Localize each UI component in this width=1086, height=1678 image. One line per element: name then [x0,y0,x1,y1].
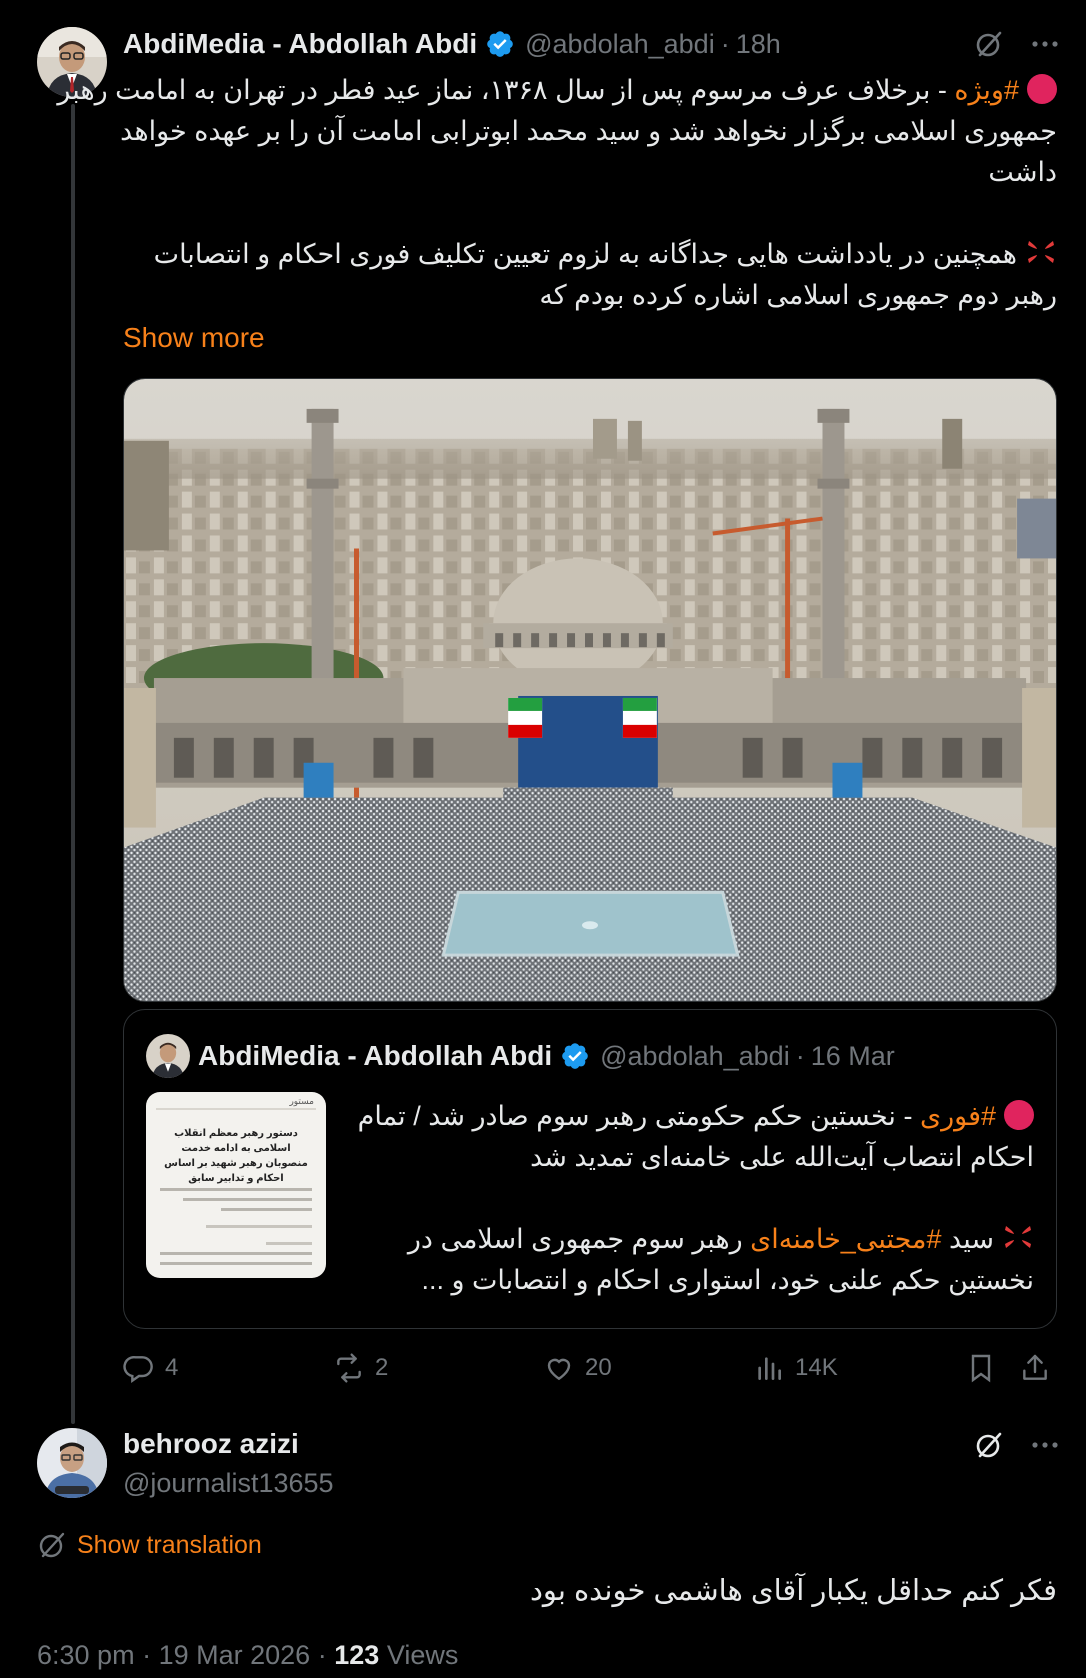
translate-icon [37,1530,67,1560]
verified-badge-icon [485,29,515,59]
post-line-5: رهبر دوم جمهوری اسلامی اشاره کرده بودم که [539,280,1057,310]
anger-symbol-icon [1002,1222,1034,1252]
author-name[interactable]: AbdiMedia - Abdollah Abdi [123,28,478,59]
reply-count: 4 [165,1354,179,1381]
quote-line-4: نخستین حکم علنی خود، استواری احکام و انتصابات و ... [421,1265,1034,1295]
separator-dot: · [142,1640,152,1670]
post-time[interactable]: 18h [735,28,781,59]
reply-author-handle[interactable]: @journalist13655 [123,1467,334,1498]
anger-symbol-icon [1025,237,1057,267]
reply-button[interactable] [123,1352,178,1384]
show-translation-label: Show translation [77,1530,262,1559]
reply-body [37,1569,1057,1613]
quote-time[interactable]: 16 Mar [810,1040,895,1071]
separator-dot: · [720,28,730,59]
post-blank-line [123,193,1057,234]
post-line-4: همچنین در یادداشت هایی جداگانه به لزوم تعیین تکلیف فوری احکام و انتصابات [123,234,1057,275]
footer-views-count: 123 [334,1640,380,1670]
red-circle-icon [1004,1100,1034,1130]
views-button[interactable] [753,1352,838,1384]
like-button[interactable] [543,1352,612,1384]
verified-badge-icon [560,1041,590,1071]
reply-author-avatar[interactable] [37,1428,107,1498]
post-header [123,26,781,62]
reply-icon [123,1352,155,1384]
separator-dot: · [317,1640,327,1670]
quote-line-3: سید #مجتبی_خامنه‌ای رهبر سوم جمهوری اسلامی در [344,1219,1034,1260]
thumb-title: دستور رهبر معظم انقلاب اسلامی به ادامه خدمت منصوبان رهبر شهید بر اساس احکام و تدابیر سابق [164,1128,308,1184]
grok-icon[interactable] [972,1428,1006,1462]
separator-dot: · [795,1040,805,1071]
quote-blank-line [344,1178,1034,1219]
post-line-2: جمهوری اسلامی برگزار نخواهد شد و سید محمد ابوترابی امامت آن را بر عهده خواهد [120,116,1057,146]
quote-author-handle[interactable]: @abdolah_abdi [600,1040,790,1071]
post-line-3: داشت [988,157,1057,187]
share-button[interactable] [1019,1352,1051,1384]
hashtag-link[interactable]: #ویژه [954,75,1019,105]
views-count: 14K [795,1354,838,1381]
post-line-1: #ویژه - برخلاف عرف مرسوم پس از سال ۱۳۶۸، نماز عید فطر در تهران به امامت رهبر [123,70,1057,111]
bookmark-icon [965,1352,997,1384]
thread-connector-line [71,104,75,1424]
show-translation-button[interactable] [37,1530,262,1560]
author-handle[interactable]: @abdolah_abdi [525,28,715,59]
post-body [57,70,1057,316]
heart-icon [543,1352,575,1384]
repost-icon [333,1352,365,1384]
reply-text: فکر کنم حداقل یکبار آقای هاشمی خونده بود [529,1575,1057,1607]
thumb-top-label: مستور [289,1096,314,1106]
bookmark-button[interactable] [965,1352,997,1384]
red-circle-icon [1027,74,1057,104]
share-icon [1019,1352,1051,1384]
quoted-post[interactable] [123,1009,1057,1329]
footer-date[interactable]: 19 Mar 2026 [158,1640,311,1670]
reply-header [123,1426,299,1462]
quote-line-1: #فوری - نخستین حکم حکومتی رهبر سوم صادر شد / تمام [344,1096,1034,1137]
quote-document-thumbnail[interactable] [146,1092,326,1278]
post-action-bar [123,1348,1063,1392]
views-chart-icon [753,1352,785,1384]
footer-views-label: Views [386,1640,459,1670]
show-more-link[interactable]: Show more [123,322,265,353]
post-image-mosque-crowd[interactable] [123,378,1057,1002]
reply-author-name[interactable]: behrooz azizi [123,1428,299,1459]
quote-body [344,1096,1034,1301]
repost-button[interactable] [333,1352,388,1384]
post-footer-meta [37,1640,458,1671]
post-header-icons [972,27,1062,61]
like-count: 20 [585,1354,612,1381]
grok-icon[interactable] [972,27,1006,61]
quote-line-2: احکام انتصاب آیت‌الله علی خامنه‌ای تمدید شد [530,1142,1034,1172]
quote-header [198,1038,895,1074]
hashtag-link[interactable]: #مجتبی_خامنه‌ای [750,1224,942,1254]
more-options-icon[interactable] [1028,1428,1062,1462]
hashtag-link[interactable]: #فوری [919,1101,996,1131]
footer-time[interactable]: 6:30 pm [37,1640,135,1670]
quote-author-name[interactable]: AbdiMedia - Abdollah Abdi [198,1040,553,1071]
reply-header-icons [972,1428,1062,1462]
reply-handle-row [123,1465,334,1501]
more-options-icon[interactable] [1028,27,1062,61]
repost-count: 2 [375,1354,389,1381]
quote-author-avatar[interactable] [146,1034,190,1078]
